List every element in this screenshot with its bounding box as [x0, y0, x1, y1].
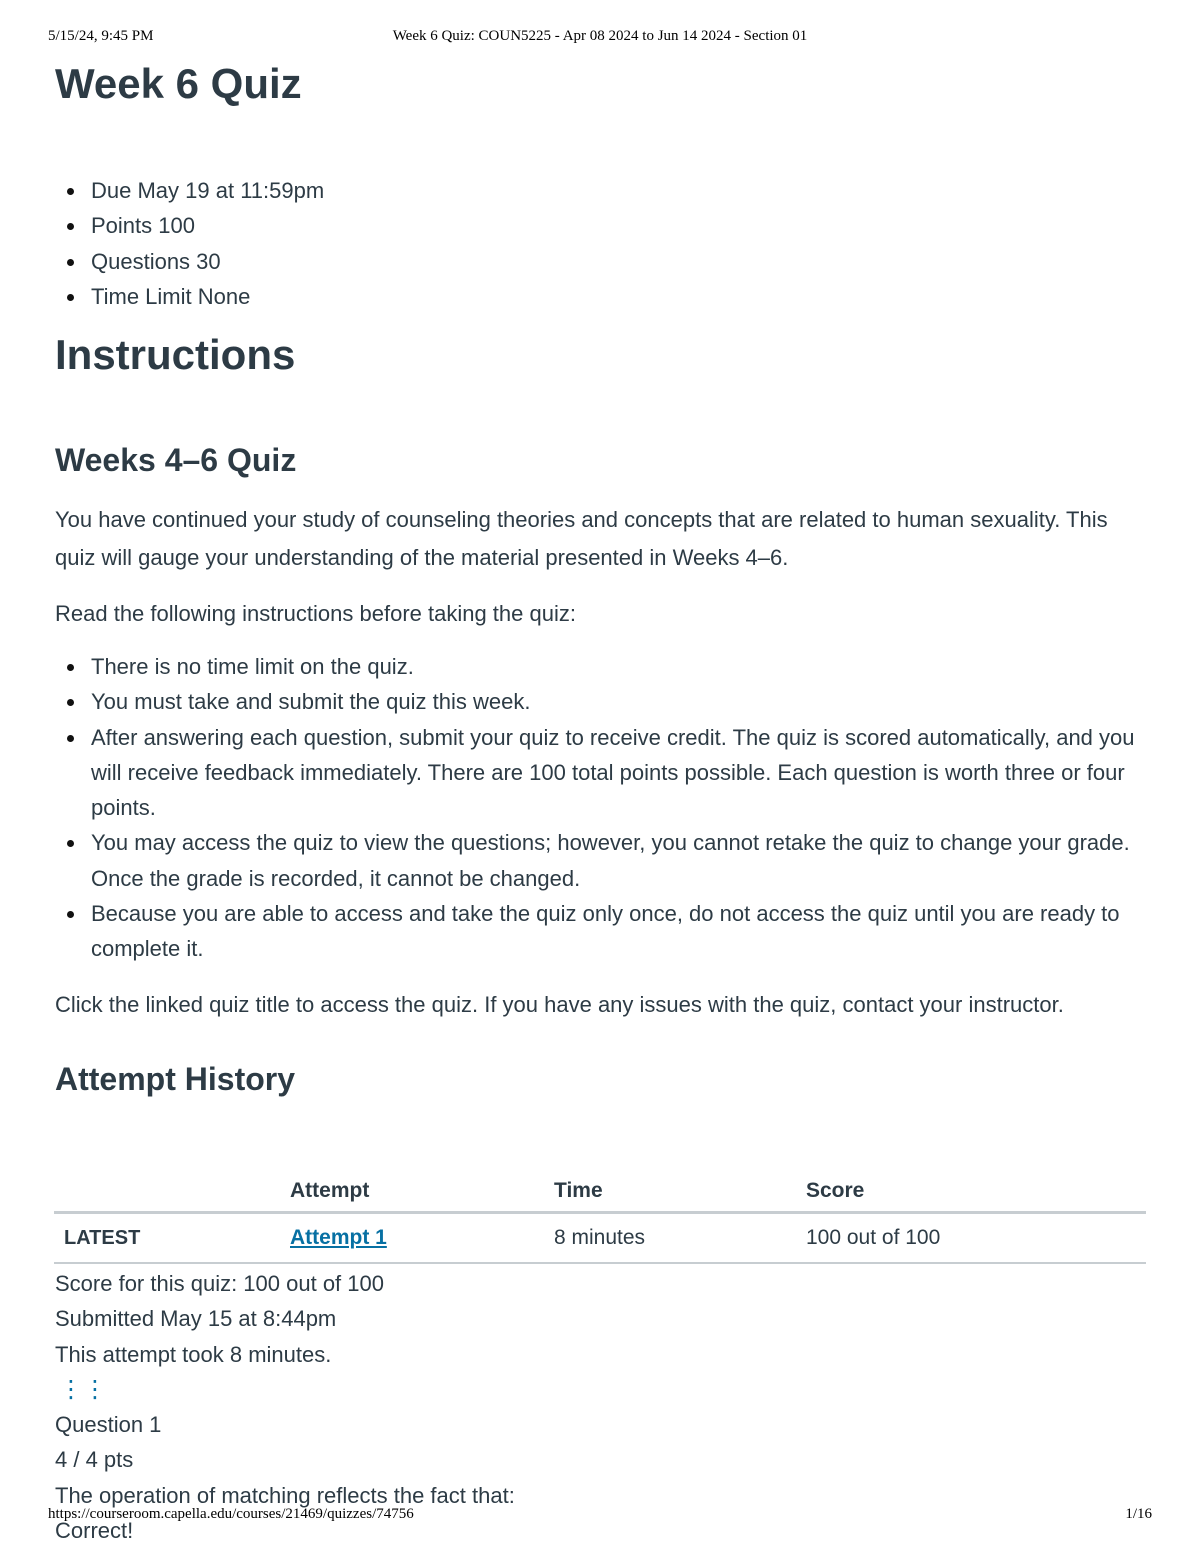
- attempt-history-heading: Attempt History: [55, 1061, 296, 1097]
- print-page-number: 1/16: [1125, 1506, 1152, 1522]
- print-page-title: Week 6 Quiz: COUN5225 - Apr 08 2024 to Jun 14 2024 - Section 01: [392, 28, 808, 44]
- print-url: https://courseroom.capella.edu/courses/21469/quizzes/74756: [48, 1506, 414, 1522]
- quiz-time-limit: Time Limit None: [55, 279, 324, 314]
- instructions-intro: You have continued your study of counseling theories and concepts that are related to human sexuality. This quiz will gauge your understanding of the material presented in Weeks 4–6.: [55, 507, 1108, 570]
- quiz-points: Points 100: [55, 208, 324, 243]
- question-label: Question 1: [55, 1412, 162, 1438]
- print-date: 5/15/24, 9:45 PM: [48, 28, 154, 44]
- column-header-score: Score: [806, 1171, 1146, 1213]
- answer-feedback: Correct!: [55, 1518, 134, 1544]
- attempt-time: 8 minutes: [554, 1213, 806, 1264]
- instructions-list: [55, 649, 1147, 967]
- instruction-item: There is no time limit on the quiz.: [55, 649, 1147, 684]
- instructions-subheading: Weeks 4–6 Quiz: [55, 442, 297, 478]
- table-row: [54, 1213, 1146, 1264]
- instructions-lead: Read the following instructions before taking the quiz:: [55, 601, 576, 626]
- score-summary: Score for this quiz: 100 out of 100: [55, 1271, 384, 1296]
- quiz-meta-list: [55, 173, 324, 314]
- page-title: Week 6 Quiz: [55, 60, 302, 107]
- print-footer: [48, 1506, 1152, 1526]
- column-header-label: [54, 1171, 290, 1213]
- attempt-cell: [290, 1213, 554, 1264]
- instruction-item: You may access the quiz to view the questions; however, you cannot retake the quiz to change your grade. Once the grade is recorded, it cannot be changed.: [55, 825, 1147, 896]
- latest-label: LATEST: [54, 1213, 290, 1264]
- instructions-heading: Instructions: [55, 331, 296, 378]
- instructions-closing: Click the linked quiz title to access the quiz. If you have any issues with the quiz, contact your instructor.: [55, 992, 1064, 1017]
- attempt-link[interactable]: Attempt 1: [290, 1226, 387, 1249]
- column-header-attempt: Attempt: [290, 1171, 554, 1213]
- instruction-item: Because you are able to access and take the quiz only once, do not access the quiz until you are ready to complete it.: [55, 896, 1147, 967]
- drag-handle-icon[interactable]: ⋮⋮: [59, 1375, 107, 1403]
- question-text: The operation of matching reflects the fact that:: [55, 1482, 515, 1508]
- instruction-item: After answering each question, submit your quiz to receive credit. The quiz is scored automatically, and you will receive feedback immediately. There are 100 total points possible. Each question is worth three or four points.: [55, 720, 1147, 826]
- quiz-due-date: Due May 19 at 11:59pm: [55, 173, 324, 208]
- attempt-score: 100 out of 100: [806, 1213, 1146, 1264]
- attempt-duration: This attempt took 8 minutes.: [55, 1341, 332, 1367]
- submitted-time: Submitted May 15 at 8:44pm: [55, 1306, 337, 1332]
- question-points: 4 / 4 pts: [55, 1447, 134, 1473]
- print-header: [48, 28, 1152, 48]
- quiz-questions: Questions 30: [55, 244, 324, 279]
- column-header-time: Time: [554, 1171, 806, 1213]
- table-header-row: [54, 1171, 1146, 1213]
- instruction-item: You must take and submit the quiz this week.: [55, 684, 1147, 719]
- attempt-history-table: [54, 1171, 1146, 1264]
